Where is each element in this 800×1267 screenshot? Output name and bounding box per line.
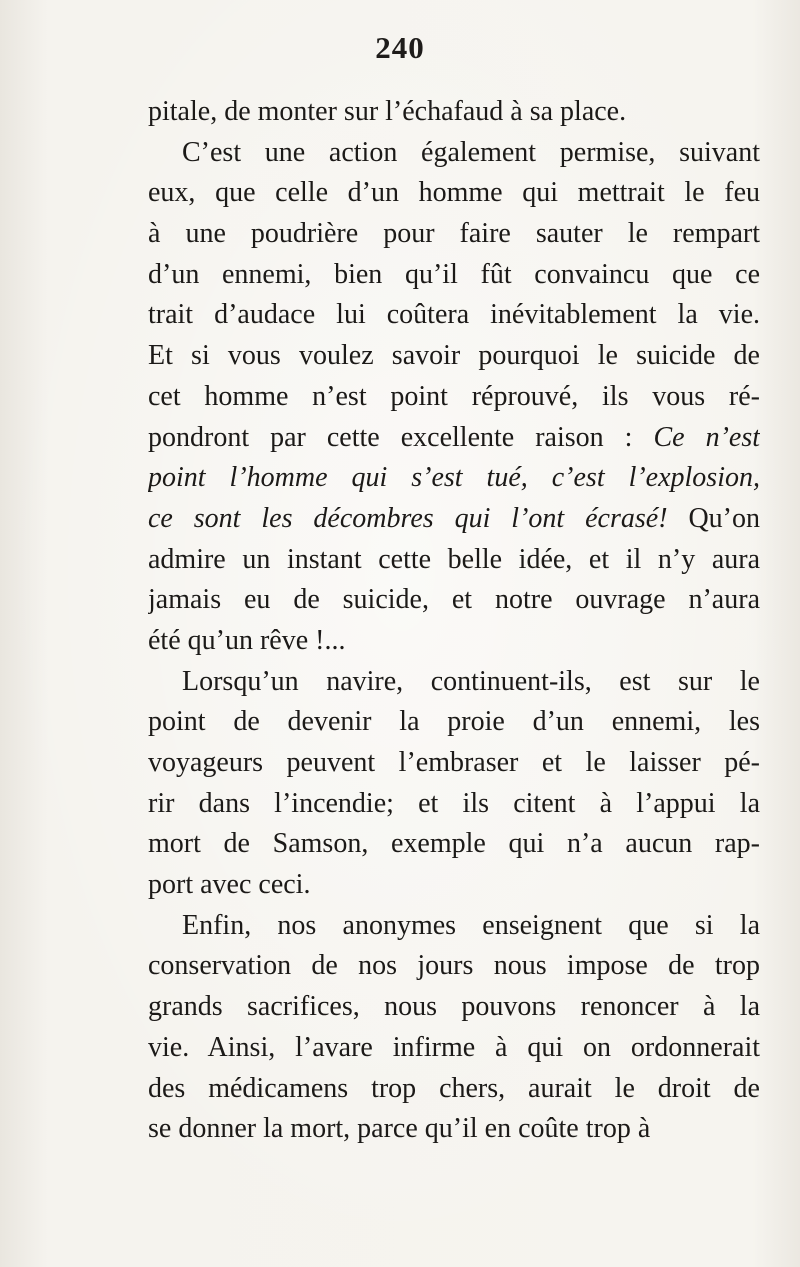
text-run: des médicamens trop chers, aurait le droit de [148, 1072, 760, 1104]
text-run: trait d’audace lui coûtera inévitablement la vie. [148, 299, 760, 331]
text-line [148, 1109, 760, 1150]
text-run: point de devenir la proie d’un ennemi, les [148, 706, 760, 738]
text-run: jamais eu de suicide, et notre ouvrage n’aura [148, 584, 760, 616]
text-run: voyageurs peuvent l’embraser et le laisser pé- [148, 747, 760, 778]
text-run: eux, que celle d’un homme qui mettrait le feu [148, 177, 760, 209]
text-run: pitale, de monter sur l’échafaud à sa place. [148, 96, 627, 127]
text-line [148, 458, 760, 499]
text-run: conservation de nos jours nous impose de trop [148, 950, 760, 982]
text-line [148, 702, 760, 743]
paragraph [148, 662, 760, 906]
text-run: Et si vous voulez savoir pourquoi le suicide de [148, 340, 760, 372]
text-line [148, 92, 760, 133]
text-run: vie. Ainsi, l’avare infirme à qui on ordonnerait [148, 1031, 760, 1063]
text-line [148, 824, 760, 865]
text-run: cet homme n’est point réprouvé, ils vous ré- [148, 380, 760, 412]
text-run: port avec ceci. [148, 869, 311, 901]
text-run: à une poudrière pour faire sauter le rempart [148, 218, 760, 250]
text-line [148, 418, 760, 459]
text-run: admire un instant cette belle idée, et il n’y aura [148, 543, 760, 575]
text-line [148, 743, 760, 784]
text-run: Enfin, nos anonymes enseignent que si la [182, 909, 760, 941]
text-line [148, 499, 760, 540]
text-line [148, 987, 760, 1028]
text-run: se donner la mort, parce qu’il en coûte trop à [148, 1113, 651, 1145]
text-run: d’un ennemi, bien qu’il fût convaincu que ce [148, 258, 760, 290]
text-run: C’est une action également permise, suivant [182, 136, 760, 168]
text-line [148, 336, 760, 377]
text-run: grands sacrifices, nous pouvons renoncer à la [148, 991, 760, 1023]
paragraph [148, 906, 760, 1150]
text-run: été qu’un rêve !... [148, 624, 346, 656]
text-line [148, 621, 760, 662]
italic-text: Ce n’est [653, 421, 760, 453]
italic-text: point l’homme qui s’est tué, c’est l’explosion, [148, 462, 760, 494]
text-run: Lorsqu’un navire, continuent-ils, est sur le [182, 665, 760, 697]
text-run: mort de Samson, exemple qui n’a aucun rap- [148, 828, 760, 860]
text-line [148, 1069, 760, 1110]
paragraph [148, 133, 760, 662]
text-line [148, 1028, 760, 1069]
italic-text: ce sont les décombres qui l’ont écrasé! [148, 502, 689, 534]
text-line [148, 214, 760, 255]
text-line [148, 865, 760, 906]
body-text [148, 92, 760, 1150]
text-line [148, 784, 760, 825]
text-line [148, 255, 760, 296]
paragraph [148, 92, 760, 133]
text-line [148, 133, 760, 174]
text-line [148, 662, 760, 703]
text-line [148, 295, 760, 336]
text-run: rir dans l’incendie; et ils citent à l’appui la [148, 787, 760, 819]
text-line [148, 946, 760, 987]
text-line [148, 173, 760, 214]
text-line [148, 906, 760, 947]
text-line [148, 377, 760, 418]
text-run: pondront par cette excellente raison : [148, 421, 654, 453]
text-line [148, 540, 760, 581]
text-run: Qu’on [688, 502, 760, 534]
text-line [148, 580, 760, 621]
page-number: 240 [375, 30, 425, 65]
